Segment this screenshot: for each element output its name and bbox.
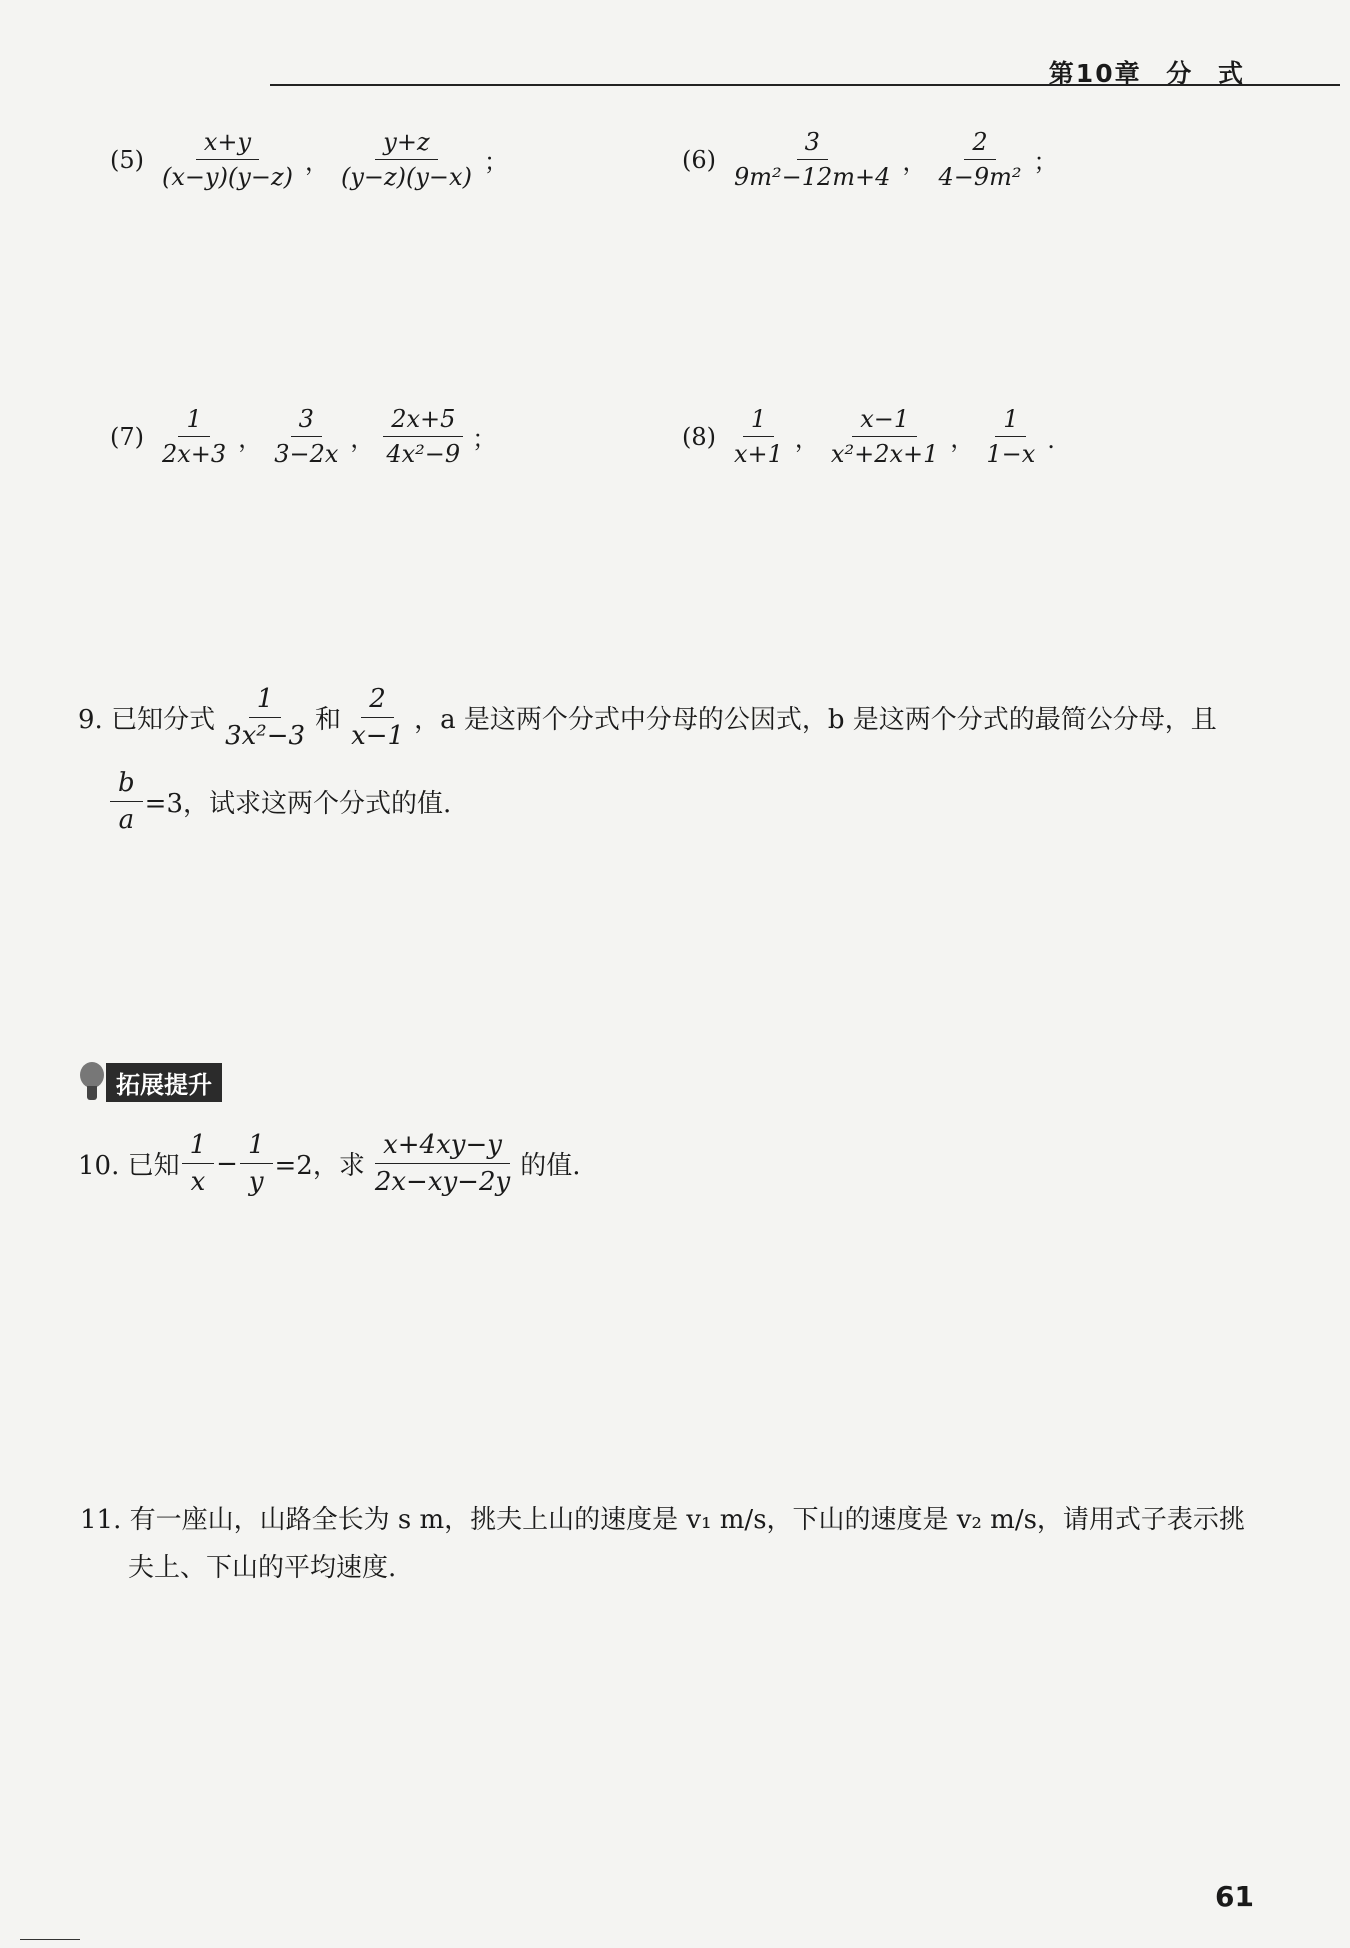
fraction: $\frac{b}{a}$	[110, 768, 143, 835]
fraction: $\frac{1}{2x+3}$	[162, 405, 227, 468]
question-11: 11. 有一座山，山路全长为 s m，挑夫上山的速度是 v₁ m/s，下山的速度是 v₂ m/s，请用式子表示挑 夫上、下山的平均速度.	[80, 1505, 1245, 1583]
section-badge	[78, 1062, 222, 1102]
problem-6: (6) $\frac{3}{\text{9m²−12m+4}}$ ， $\frac{2}{\text{4−9m²}}$ ；	[682, 128, 1058, 191]
section-title: 拓展提升	[106, 1063, 222, 1102]
fraction: $\frac{1}{\text{3x²−3}}$	[225, 684, 306, 751]
problem-label: (8)	[682, 422, 716, 451]
problem-label: (6)	[682, 145, 716, 174]
fraction: $\frac{1}{1-x}$	[986, 405, 1036, 468]
page-header	[270, 50, 1340, 86]
fraction: $\frac{1}{x}$	[182, 1130, 215, 1197]
problem-label: (7)	[110, 422, 144, 451]
fraction: $\frac{x-1}{\text{x²+2x+1}}$	[830, 405, 939, 468]
corner-rule	[20, 1939, 80, 1940]
chapter-title: 第10章 分 式	[1048, 59, 1245, 88]
question-9-line2: $\frac{b}{a}$ =3，试求这两个分式的值.	[108, 768, 451, 835]
fraction: $\frac{2x+5}{\text{4x²−9}}$	[378, 405, 468, 468]
lightbulb-icon	[78, 1062, 104, 1102]
fraction: $\frac{1}{x+1}$	[734, 405, 783, 468]
fraction: $\frac{3}{\text{9m²−12m+4}}$	[734, 128, 891, 191]
problem-7: (7) $\frac{1}{2x+3}$ ， $\frac{3}{3-2x}$ ， $\frac{2x+5}{\text{4x²−9}}$ ；	[110, 405, 497, 468]
fraction: $\frac{y+z}{(y-z)(y-x)}$	[340, 128, 472, 191]
problem-8: (8) $\frac{1}{x+1}$ ， $\frac{x-1}{\text{x²+2x+1}}$ ， $\frac{1}{1-x}$ .	[682, 405, 1055, 468]
fraction: $\frac{x+4xy-y}{2x-xy-2y}$	[374, 1130, 511, 1197]
fraction: $\frac{x+y}{(x-y)(y-z)}$	[162, 128, 293, 191]
question-10: 10. 已知 $\frac{1}{x}$ − $\frac{1}{y}$ =2，求 $\frac{x+4xy-y}{2x-xy-2y}$ 的值.	[78, 1130, 581, 1197]
question-9-line1: 9. 已知分式 $\frac{1}{\text{3x²−3}}$ 和 $\frac{2}{x-1}$ ，a 是这两个分式中分母的公因式，b 是这两个分式的最简公分母，且	[78, 684, 1217, 751]
fraction: $\frac{3}{3-2x}$	[274, 405, 339, 468]
fraction: $\frac{2}{\text{4−9m²}}$	[938, 128, 1022, 191]
problem-label: (5)	[110, 145, 144, 174]
fraction: $\frac{2}{x-1}$	[351, 684, 405, 751]
header-rule	[270, 84, 1340, 86]
fraction: $\frac{1}{y}$	[240, 1130, 273, 1197]
problem-5: (5) $\frac{x+y}{(x-y)(y-z)}$ ， $\frac{y+z}{(y-z)(y-x)}$ ；	[110, 128, 508, 191]
page-number: 61	[1215, 1880, 1254, 1913]
